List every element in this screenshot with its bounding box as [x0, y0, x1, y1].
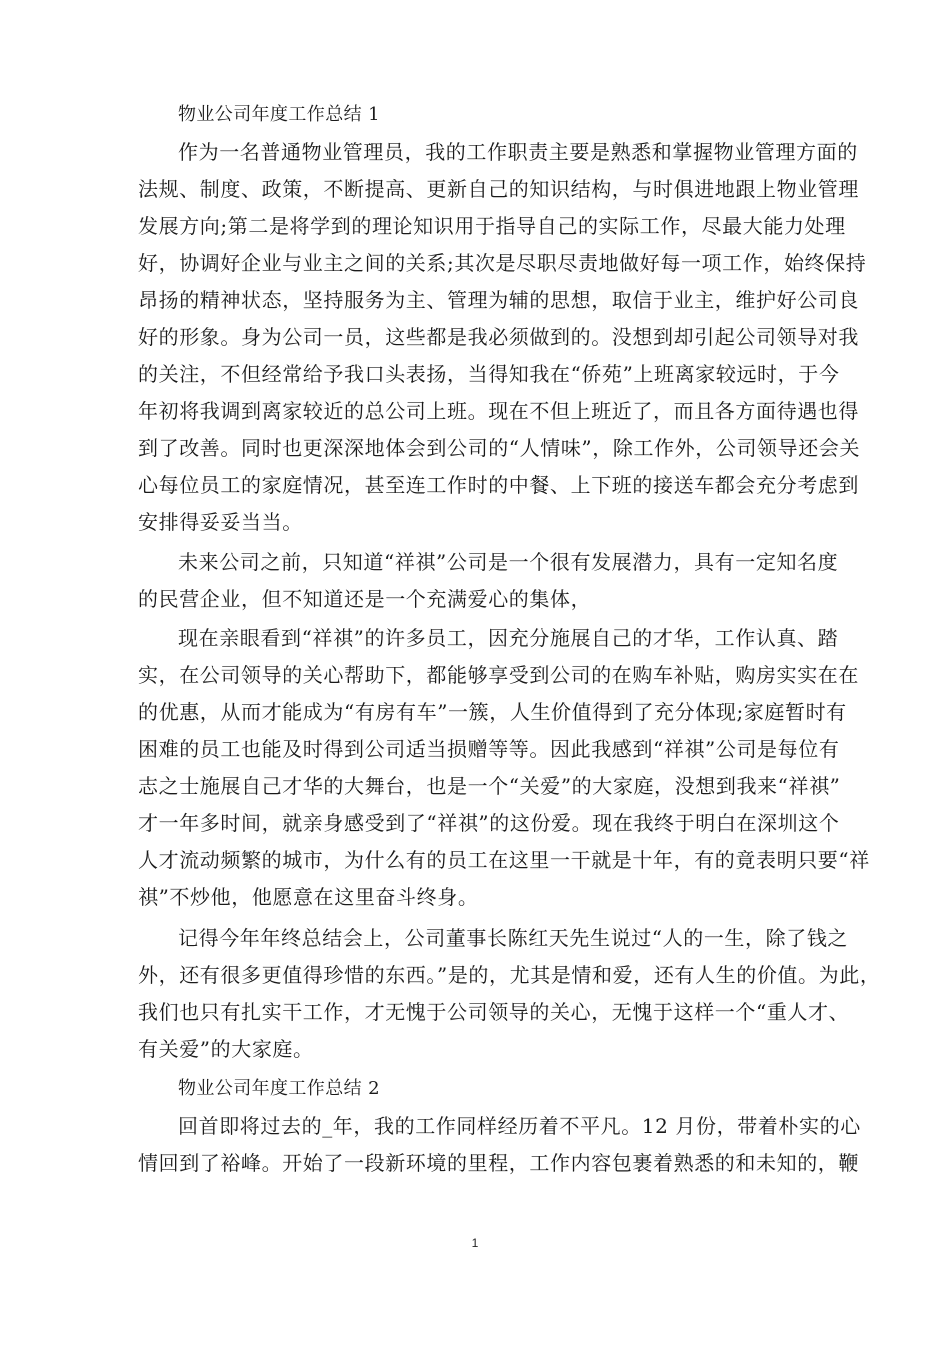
section-heading-1: 物业公司年度工作总结 1 [178, 104, 380, 125]
text-line: 困难的员工也能及时得到公司适当损赠等等。因此我感到“祥祺”公司是每位有 [138, 737, 840, 761]
text-line: 实，在公司领导的关心帮助下，都能够享受到公司的在购车补贴，购房实实在在 [138, 663, 859, 687]
text-line: 回首即将过去的_年，我的工作同样经历着不平凡。12 月份，带着朴实的心 [178, 1114, 861, 1138]
text-line: 祺”不炒他，他愿意在这里奋斗终身。 [138, 885, 479, 909]
text-line: 情回到了裕峰。开始了一段新环境的里程，工作内容包裹着熟悉的和未知的，鞭 [138, 1151, 859, 1175]
text-line: 作为一名普通物业管理员，我的工作职责主要是熟悉和掌握物业管理方面的 [178, 140, 858, 164]
text-line: 志之士施展自己才华的大舞台，也是一个“关爱”的大家庭，没想到我来“祥祺” [138, 774, 841, 798]
text-line: 才一年多时间，就亲身感受到了“祥祺”的这份爱。现在我终于明白在深圳这个 [138, 811, 840, 835]
text-line: 好的形象。身为公司一员，这些都是我必须做到的。没想到却引起公司领导对我 [138, 325, 859, 349]
text-line: 昂扬的精神状态，坚持服务为主、管理为辅的思想，取信于业主，维护好公司良 [138, 288, 859, 312]
text-line: 的优惠，从而才能成为“有房有车”一簇，人生价值得到了充分体现;家庭暂时有 [138, 700, 847, 724]
text-line: 法规、制度、政策，不断提高、更新自己的知识结构，与时俱进地跟上物业管理 [138, 177, 859, 201]
section-heading-2: 物业公司年度工作总结 2 [178, 1078, 380, 1099]
text-line: 有关爱”的大家庭。 [138, 1037, 314, 1061]
text-line: 人才流动频繁的城市，为什么有的员工在这里一干就是十年，有的竟表明只要“祥 [138, 848, 870, 872]
text-line: 心每位员工的家庭情况，甚至连工作时的中餐、上下班的接送车都会充分考虑到 [138, 473, 859, 497]
page-number: 1 [471, 1236, 479, 1250]
text-line: 的关注，不但经常给予我口头表扬，当得知我在“侨苑”上班离家较远时，于今 [138, 362, 840, 386]
text-line: 到了改善。同时也更深深地体会到公司的“人情味”，除工作外，公司领导还会关 [138, 436, 861, 460]
text-line: 的民营企业，但不知道还是一个充满爱心的集体， [138, 587, 592, 611]
text-line: 好，协调好企业与业主之间的关系;其次是尽职尽责地做好每一项工作，始终保持 [138, 251, 867, 275]
text-line: 现在亲眼看到“祥祺”的许多员工，因充分施展自己的才华，工作认真、踏 [178, 626, 839, 650]
text-line: 记得今年年终总结会上，公司董事长陈红天先生说过“人的一生，除了钱之 [178, 926, 849, 950]
text-line: 年初将我调到离家较近的总公司上班。现在不但上班近了，而且各方面待遇也得 [138, 399, 859, 423]
text-line: 发展方向;第二是将学到的理论知识用于指导自己的实际工作，尽最大能力处理 [138, 214, 846, 238]
text-line: 安排得妥妥当当。 [138, 510, 303, 534]
text-line: 外，还有很多更值得珍惜的东西。”是的，尤其是情和爱，还有人生的价值。为此， [138, 963, 881, 987]
text-line: 未来公司之前，只知道“祥祺”公司是一个很有发展潜力，具有一定知名度 [178, 550, 839, 574]
text-line: 我们也只有扎实干工作，才无愧于公司领导的关心，无愧于这样一个“重人才、 [138, 1000, 850, 1024]
